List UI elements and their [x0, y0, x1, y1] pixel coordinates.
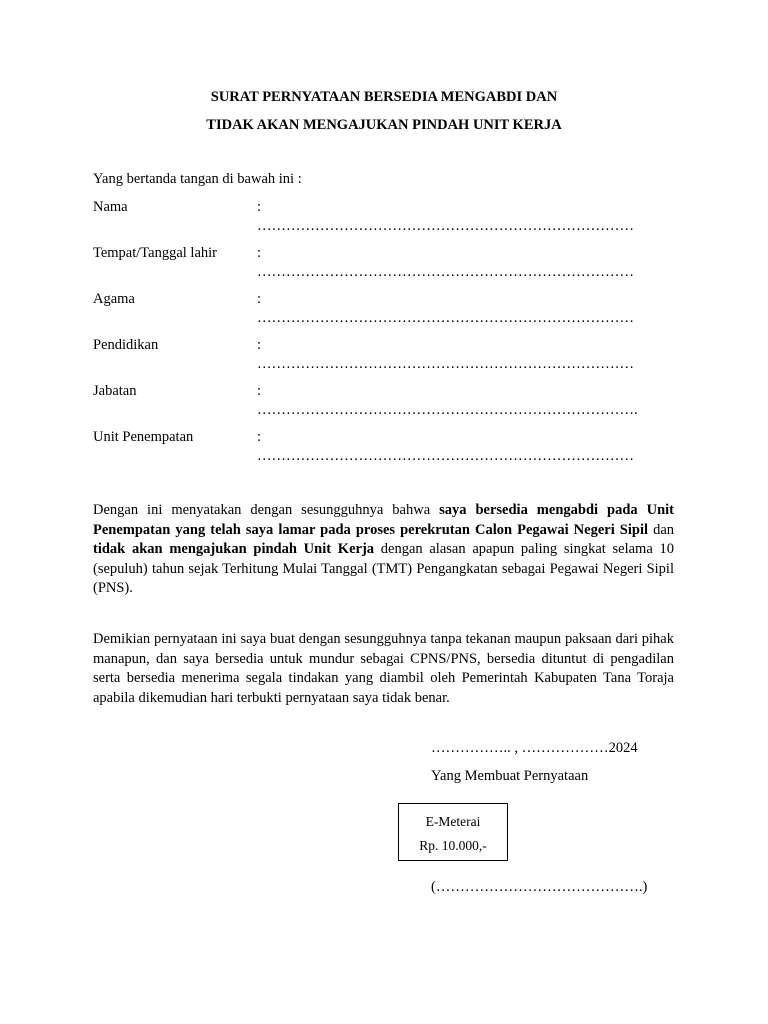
statement-bold-2: tidak akan mengajukan pindah Unit Kerja	[93, 541, 375, 557]
document-title-line-2: TIDAK AKAN MENGAJUKAN PINDAH UNIT KERJA	[206, 117, 562, 133]
statement-text-2: dan	[648, 521, 675, 538]
document-title-line-1: SURAT PERNYATAAN BERSEDIA MENGABDI DAN	[210, 89, 558, 105]
e-meterai-value: Rp. 10.000,-	[419, 838, 487, 853]
statement-text-1: Dengan ini menyatakan dengan sesungguhnya bahwa	[93, 502, 440, 518]
signer-label: Yang Membuat Pernyataan	[431, 768, 589, 784]
field-colon: :	[257, 245, 262, 261]
field-fill-agama[interactable]: ……………………………………………………………………	[257, 310, 634, 326]
field-colon: :	[257, 337, 262, 353]
field-label-unit-penempatan: Unit Penempatan	[93, 429, 194, 445]
signature-name-line[interactable]: (…………………………………….)	[431, 879, 648, 895]
statement-text-3: dengan alasan apapun paling singkat selama 10 (sepuluh) tahun sejak Terhitung Mulai Tanggal (TMT) Pengangkatan sebagai Pegawai Negeri Sipil (PNS).	[93, 541, 675, 596]
field-colon: :	[257, 383, 262, 399]
field-colon: :	[257, 291, 262, 307]
field-colon: :	[257, 429, 262, 445]
statement-bold-1: saya bersedia mengabdi pada Unit Penempatan yang telah saya lamar pada proses perekrutan Calon Pegawai Negeri Sipil	[93, 502, 674, 538]
field-label-pendidikan: Pendidikan	[93, 337, 159, 353]
field-fill-jabatan[interactable]: …………………………………………………………………….	[257, 402, 638, 418]
field-label-nama: Nama	[93, 199, 128, 215]
field-fill-nama[interactable]: ……………………………………………………………………	[257, 218, 634, 234]
field-colon: :	[257, 199, 262, 215]
statement-paragraph	[93, 501, 674, 599]
e-meterai-label: E-Meterai	[425, 814, 481, 829]
closing-paragraph: Demikian pernyataan ini saya buat dengan sesungguhnya tanpa tekanan maupun paksaan dari pihak manapun, dan saya bersedia untuk mundur sebagai CPNS/PNS, bersedia dituntut di pengadilan serta bersedia menerima segala tindakan yang diambil oleh Pemerintah Kabupaten Tana Toraja apabila dikemudian hari terbukti pernyataan saya tidak benar.	[93, 631, 674, 706]
field-fill-pendidikan[interactable]: ……………………………………………………………………	[257, 356, 634, 372]
field-label-jabatan: Jabatan	[93, 383, 137, 399]
intro-text: Yang bertanda tangan di bawah ini :	[93, 171, 302, 187]
field-label-agama: Agama	[93, 291, 135, 307]
field-fill-unit-penempatan[interactable]: ……………………………………………………………………	[257, 448, 634, 464]
field-label-tempat-tanggal-lahir: Tempat/Tanggal lahir	[93, 245, 217, 261]
e-meterai-box	[398, 803, 508, 861]
field-fill-tempat-tanggal-lahir[interactable]: ……………………………………………………………………	[257, 264, 634, 280]
place-date-line[interactable]: …………….. , ………………2024	[431, 740, 638, 756]
